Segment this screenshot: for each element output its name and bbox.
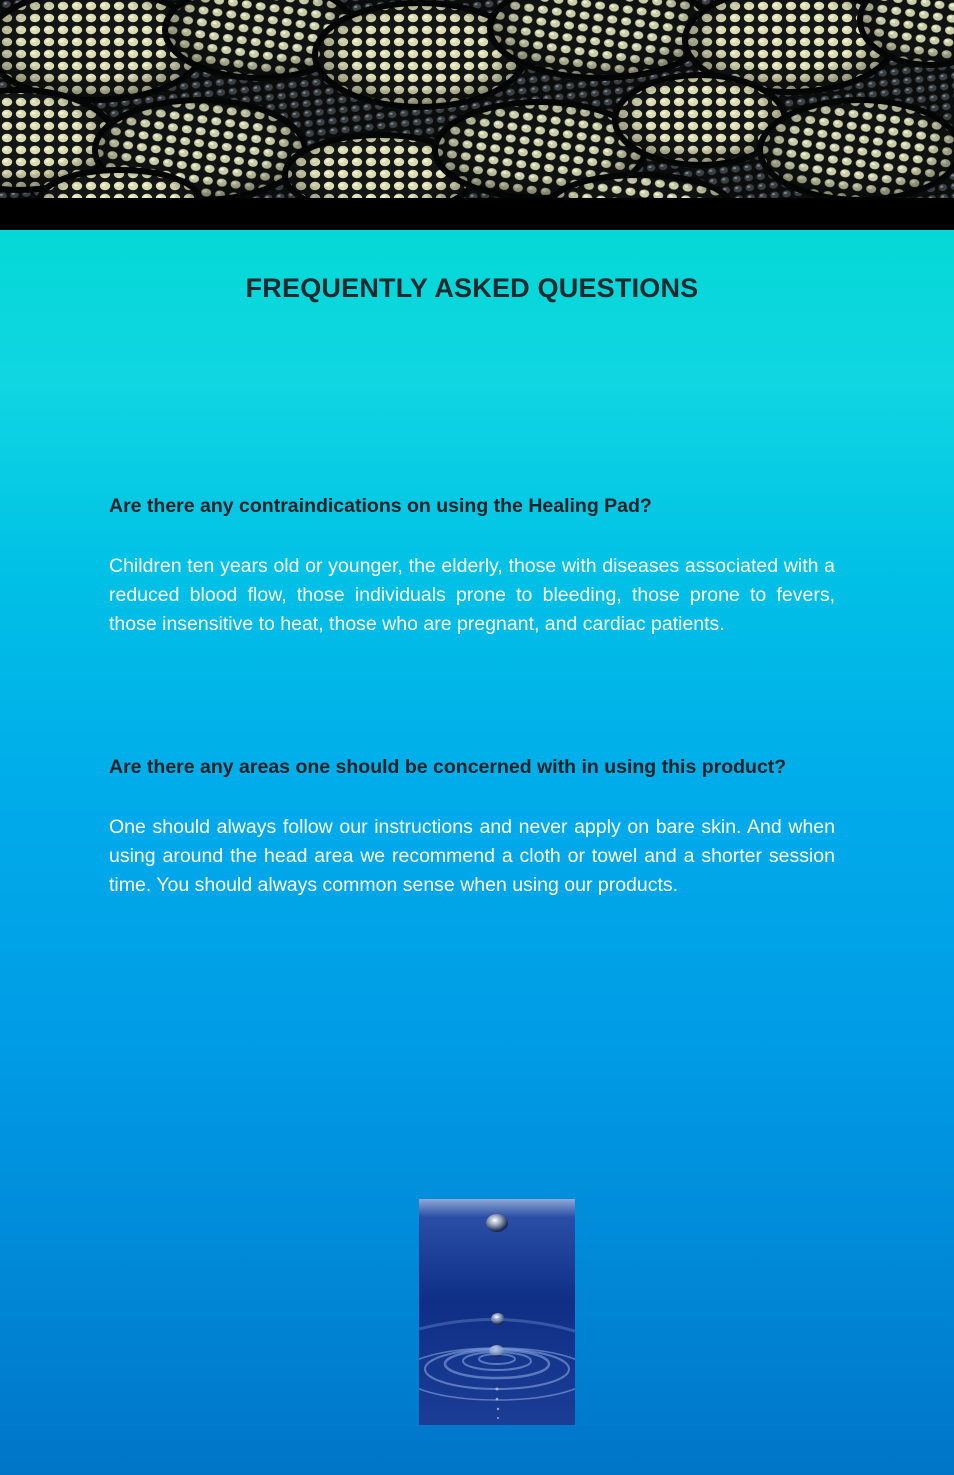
page-title: FREQUENTLY ASKED QUESTIONS bbox=[245, 273, 699, 303]
faq-answer-1: Children ten years old or younger, the elderly, those with diseases associated with a reduced blood flow, those individuals prone to bleeding, those prone to fevers, those insensitive to heat, those who are pregnant, and cardiac patients. bbox=[109, 555, 835, 635]
faq-question-1: Are there any contraindications on using the Healing Pad? bbox=[109, 495, 652, 517]
faq-answer-2: One should always follow our instructions and never apply on bare skin. And when using around the head area we recommend a cloth or towel and a shorter session time. You should always common sense when using our products. bbox=[109, 816, 835, 896]
hero-mesh-stones-image bbox=[0, 0, 954, 198]
faq-question-2: Are there any areas one should be concerned with in using this product? bbox=[109, 756, 787, 778]
black-divider-band bbox=[0, 198, 954, 230]
faq-section bbox=[0, 230, 954, 1475]
water-drop-image bbox=[419, 1199, 575, 1425]
